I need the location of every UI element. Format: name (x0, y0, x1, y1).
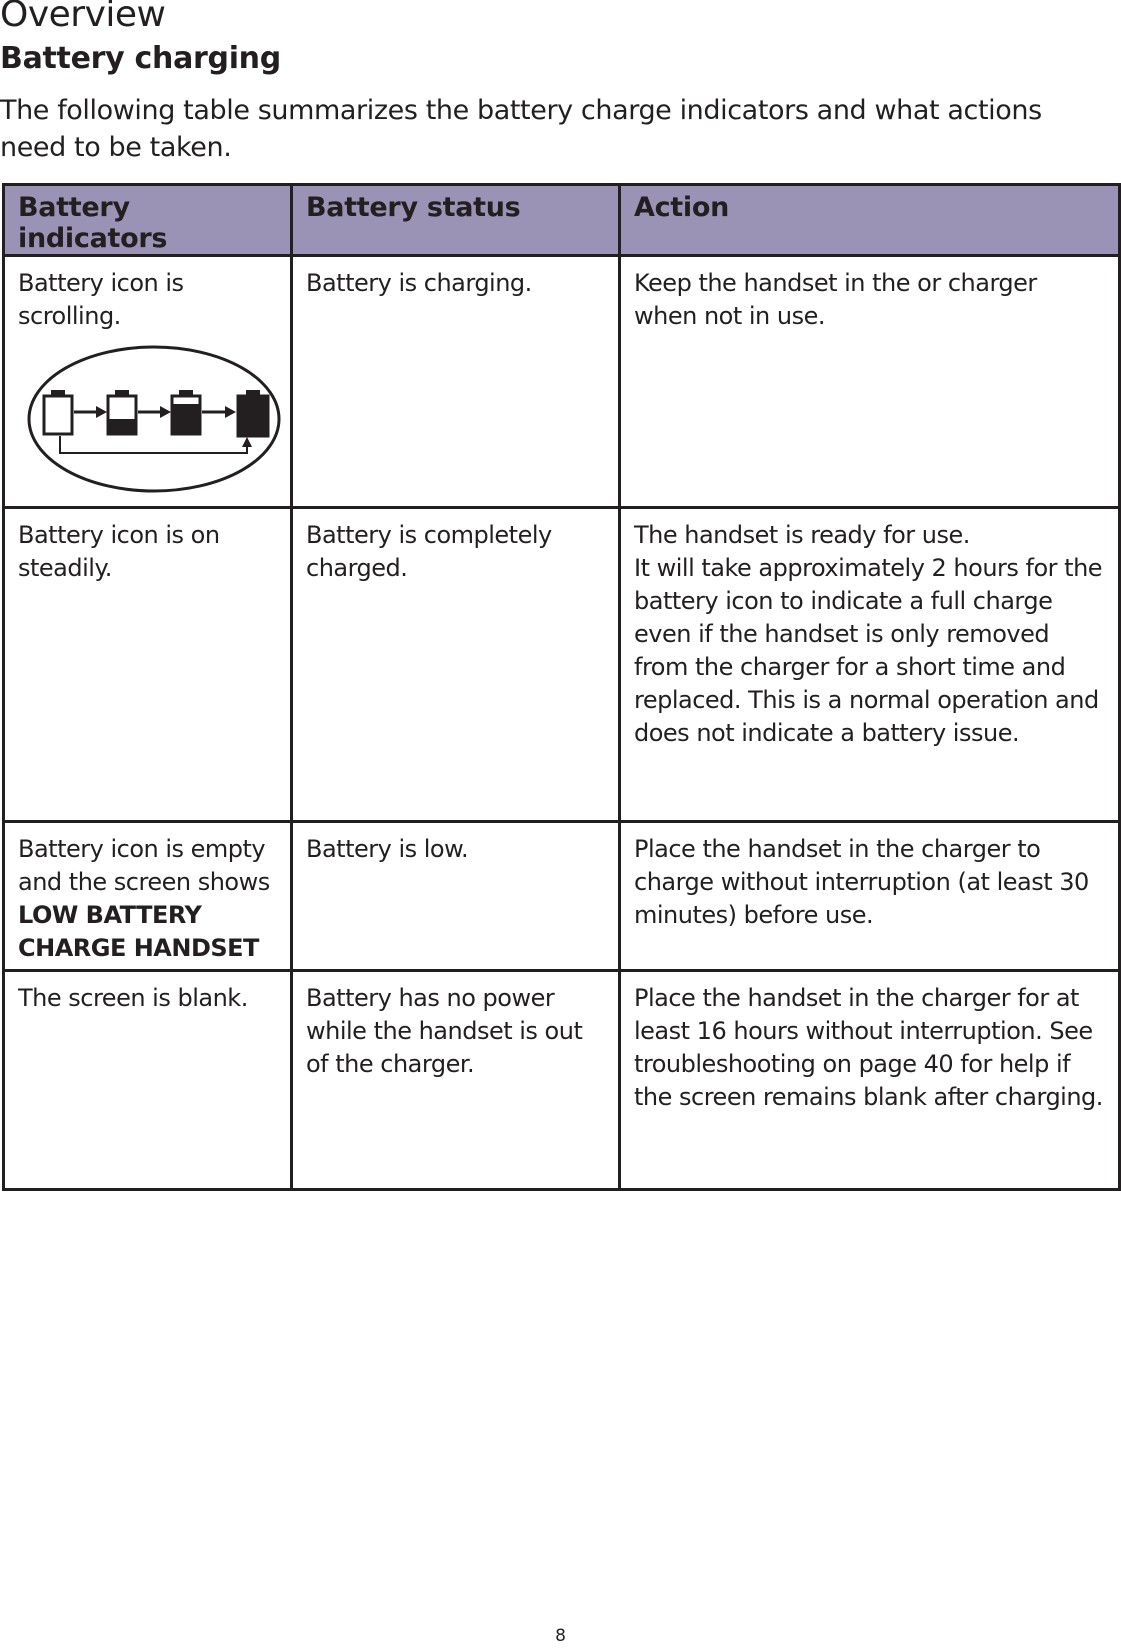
status-text: Battery is completely charged. (306, 521, 552, 582)
action-text: Place the handset in the charger to charge without interruption (at least 30 minutes) before use. (634, 835, 1089, 929)
table-header-row (4, 185, 1120, 256)
action-text: Place the handset in the charger for at least 16 hours without interruption. See troubleshooting on page 40 for help if the screen remains blank after charging. (634, 984, 1103, 1111)
action-cell (620, 971, 1120, 1190)
table-row (4, 508, 1120, 822)
indicator-cell (4, 508, 292, 822)
status-cell (292, 822, 620, 971)
battery-scrolling-icon (26, 343, 282, 495)
action-text: The handset is ready for use. (634, 521, 970, 549)
indicator-text: Battery icon is scrolling. (18, 269, 184, 330)
status-cell (292, 971, 620, 1190)
table-row (4, 256, 1120, 508)
screen-message-line: CHARGE HANDSET (18, 934, 259, 962)
subsection-title: Battery charging (0, 41, 281, 76)
indicator-text: Battery icon is empty and the screen shows (18, 835, 270, 896)
indicator-cell (4, 256, 292, 508)
battery-indicator-table (2, 183, 1121, 1191)
action-text: It will take approximately 2 hours for the battery icon to indicate a full charge even if the handset is only removed from the charger for a short time and replaced. This is a normal operation and does not indicate a battery issue. (634, 554, 1103, 747)
page-number: 8 (555, 1626, 566, 1646)
action-cell (620, 822, 1120, 971)
screen-message-line: LOW BATTERY (18, 901, 202, 929)
table-row (4, 822, 1120, 971)
status-cell (292, 256, 620, 508)
header-battery-status: Battery status (292, 185, 620, 256)
intro-paragraph: The following table summarizes the battery charge indicators and what actions need to be taken. (0, 95, 1042, 163)
indicator-text: Battery icon is on steadily. (18, 521, 220, 582)
header-action: Action (620, 185, 1120, 256)
status-text: Battery is low. (306, 835, 469, 863)
indicator-text: The screen is blank. (18, 984, 248, 1012)
section-title: Overview (0, 0, 166, 35)
action-cell (620, 256, 1120, 508)
indicator-cell (4, 822, 292, 971)
status-text: Battery has no power while the handset is out of the charger. (306, 984, 583, 1078)
action-text: Keep the handset in the or charger when not in use. (634, 269, 1037, 330)
action-cell (620, 508, 1120, 822)
status-text: Battery is charging. (306, 269, 532, 297)
table-row (4, 971, 1120, 1190)
status-cell (292, 508, 620, 822)
indicator-cell (4, 971, 292, 1190)
header-battery-indicators: Battery indicators (4, 185, 292, 256)
